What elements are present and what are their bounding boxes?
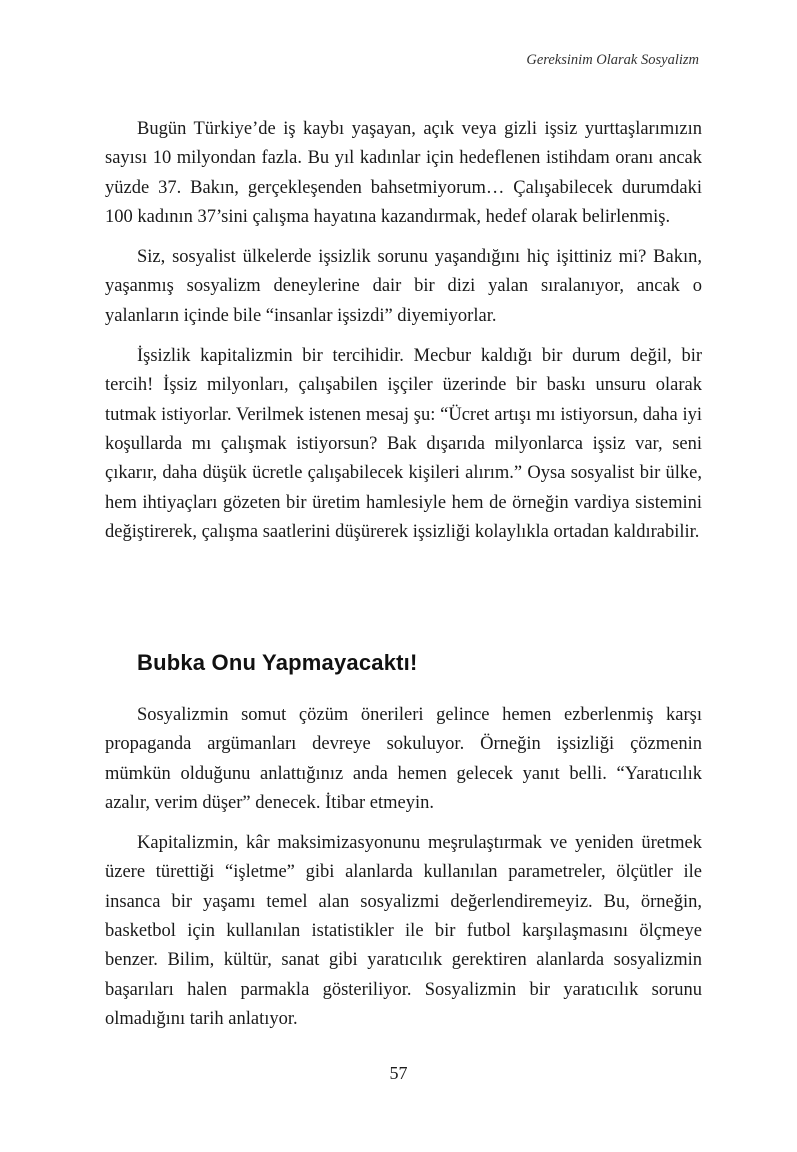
- paragraph: Bugün Türkiye’de iş kaybı yaşayan, açık veya gizli işsiz yurttaşlarımızın sayısı 10 milyondan fazla. Bu yıl kadınlar için hedeflenen istihdam oranı ancak yüzde 37. Bakın, gerçekleşenden bahsetmiyorum… Çalışabilecek durumdaki 100 kadının 37’sini çalışma hayatına kazandırmak, hedef olarak belirlenmiş.: [105, 119, 702, 227]
- body-text-section: [105, 701, 702, 1045]
- paragraph: Sosyalizmin somut çözüm önerileri gelince hemen ezberlenmiş karşı propaganda argümanları devreye sokuluyor. Örneğin işsizliği çözmenin mümkün olduğunu anlattığınız anda hemen gelecek yanıt belli. “Yaratıcılık azalır, verim düşer” denecek. İtibar etmeyin.: [105, 705, 702, 813]
- page-number: 57: [389, 1063, 408, 1083]
- paragraph: Siz, sosyalist ülkelerde işsizlik sorunu yaşandığını hiç işittiniz mi? Bakın, yaşanmış sosyalizm deneylerine dair bir dizi yalan sıralanıyor, ancak o yalanların içinde bile “insanlar işsizdi” diyemiyorlar.: [105, 247, 702, 326]
- paragraph: İşsizlik kapitalizmin bir tercihidir. Mecbur kaldığı bir durum değil, bir tercih! İşsiz milyonları, çalışabilen işçiler üzerinde bir baskı unsuru olarak tutmak istiyorlar. Verilmek istenen mesaj şu: “Ücret artışı mı istiyorsun, daha iyi koşullarda mı çalışmak istiyorsun? Bak dışarıda milyonlarca işsiz var, seni çıkarır, daha düşük ücretle çalışabilecek kişileri alırım.” Oysa sosyalist bir ülke, hem ihtiyaçları gözeten bir üretim hamlesiyle hem de örneğin vardiya sistemini değiştirerek, çalışma saatlerini düşürerek işsizliği kolaylıkla ortadan kaldırabilir.: [105, 346, 702, 542]
- section-heading: Bubka Onu Yapmayacaktı!: [137, 650, 418, 675]
- body-text-before-section: [105, 115, 702, 558]
- running-header: Gereksinim Olarak Sosyalizm: [526, 52, 699, 68]
- paragraph: Kapitalizmin, kâr maksimizasyonunu meşrulaştırmak ve yeniden üretmek üzere türettiği “işletme” gibi alanlarda kullanılan parametreler, ölçütler ile insanca bir yaşamı temel alan sosyalizmi değerlendiremeyiz. Bu, örneğin, basketbol için kullanılan istatistikler ile bir futbol karşılaşmasını ölçmeye benzer. Bilim, kültür, sanat gibi yaratıcılık gerektiren alanlarda sosyalizmin başarıları halen parmakla gösteriliyor. Sosyalizmin bir yaratıcılık sorunu olmadığını tarih anlatıyor.: [105, 833, 702, 1029]
